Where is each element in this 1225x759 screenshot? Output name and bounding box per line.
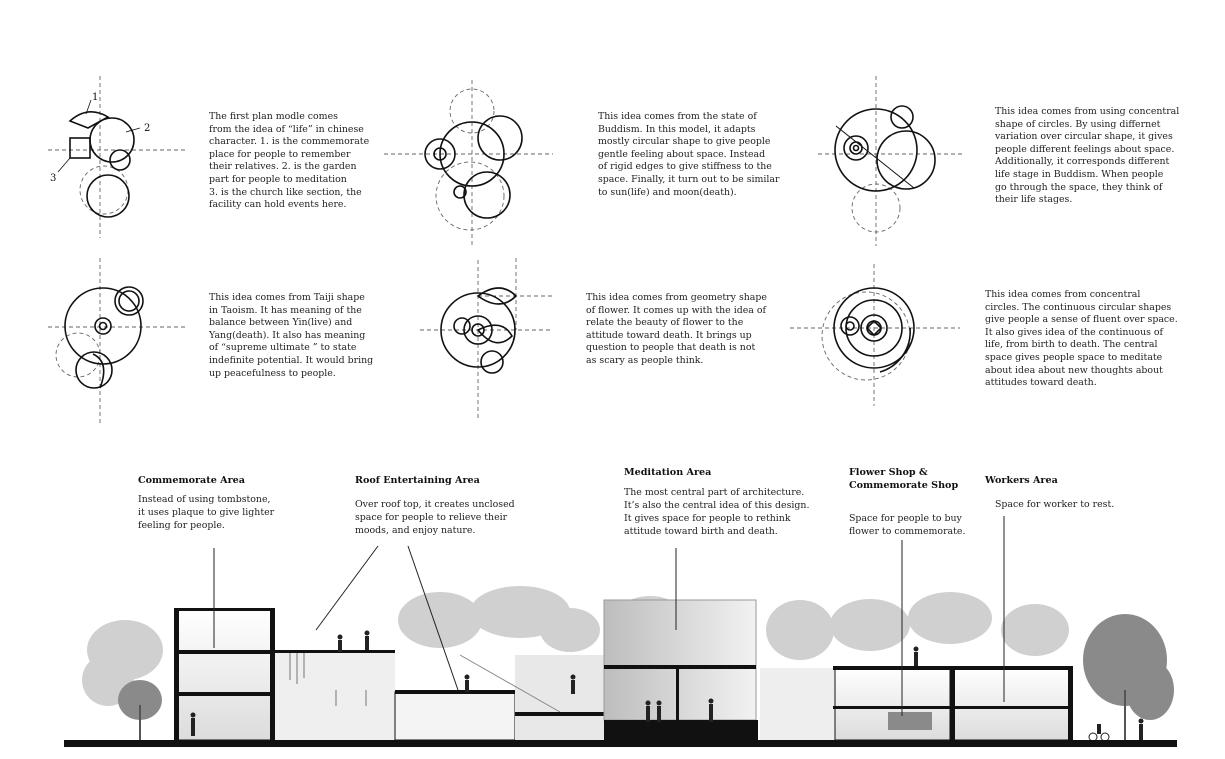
diagram-label-1: 1 bbox=[92, 92, 99, 103]
section-body-commemorate: Instead of using tombstone, it uses plaque to give lighter feeling for people. bbox=[138, 494, 275, 531]
section-title-commemorate: Commemorate Area bbox=[138, 475, 245, 486]
section-title-flower-shop: Flower Shop & Commemorate Shop bbox=[849, 467, 959, 491]
concept-text-2: This idea comes from the state of Buddism. In this model, it adapts mostly circular shape to give people gentle feeling about space. Instead of rigid edges to give stiffness to the space. Finally, it turn out to be similar to sun(life) and moon(death). bbox=[598, 111, 780, 198]
diagram-label-2: 2 bbox=[144, 123, 151, 134]
flower-shop-block bbox=[760, 666, 953, 740]
concept-text-5: This idea comes from geometry shape of flower. It comes up with the idea of relate the beauty of flower to the attitude toward death. It brings up question to people that death is not as scary as people think. bbox=[586, 292, 767, 366]
meditation-block bbox=[604, 600, 758, 740]
concept-text-1: The first plan modle comes from the idea of “life” in chinese character. 1. is the commemorate place for people to remember their relatives. 2. is the garden part for people to meditation 3. is the church like section, the facility can hold events here. bbox=[209, 111, 370, 211]
concept-text-6: This idea comes from concentral circles. The continuous circular shapes give people a sense of fluent over space. It also gives idea of the continuous of life, from birth to death. The central space gives people space to meditate about idea about new thoughts about attitudes toward death. bbox=[985, 289, 1178, 389]
section-title-meditation: Meditation Area bbox=[624, 467, 712, 478]
section-body-roof: Over roof top, it creates unclosed space for people to relieve their moods, and enjoy nature. bbox=[355, 499, 515, 536]
section-title-workers: Workers Area bbox=[985, 475, 1058, 486]
commemorate-block bbox=[174, 608, 275, 740]
concept-text-4: This idea comes from Taiji shape in Taoism. It has meaning of the balance between Yin(live) and Yang(death). It also has meaning of “supreme ultimate ” to state indefinite potential. It would bring up peacefulness to people. bbox=[209, 292, 374, 379]
section-body-meditation: The most central part of architecture. It’s also the central idea of this design. It gives space for people to rethink attitude toward birth and death. bbox=[624, 487, 810, 537]
roof-entertaining-block bbox=[275, 650, 605, 740]
section-body-flower-shop: Space for people to buy flower to commemorate. bbox=[849, 513, 966, 537]
section-body-workers: Space for worker to rest. bbox=[995, 499, 1115, 510]
section-title-roof: Roof Entertaining Area bbox=[355, 475, 480, 486]
diagram-label-3: 3 bbox=[50, 173, 57, 184]
workers-block bbox=[950, 666, 1073, 740]
ground-line bbox=[64, 740, 1177, 747]
concept-text-3: This idea comes from using concentral shape of circles. By using differnet variation over circular shape, it gives people different feelings about space. Additionally, it corresponds different life stage in Buddism. When people go through the space, they think of their life stages. bbox=[995, 106, 1180, 206]
